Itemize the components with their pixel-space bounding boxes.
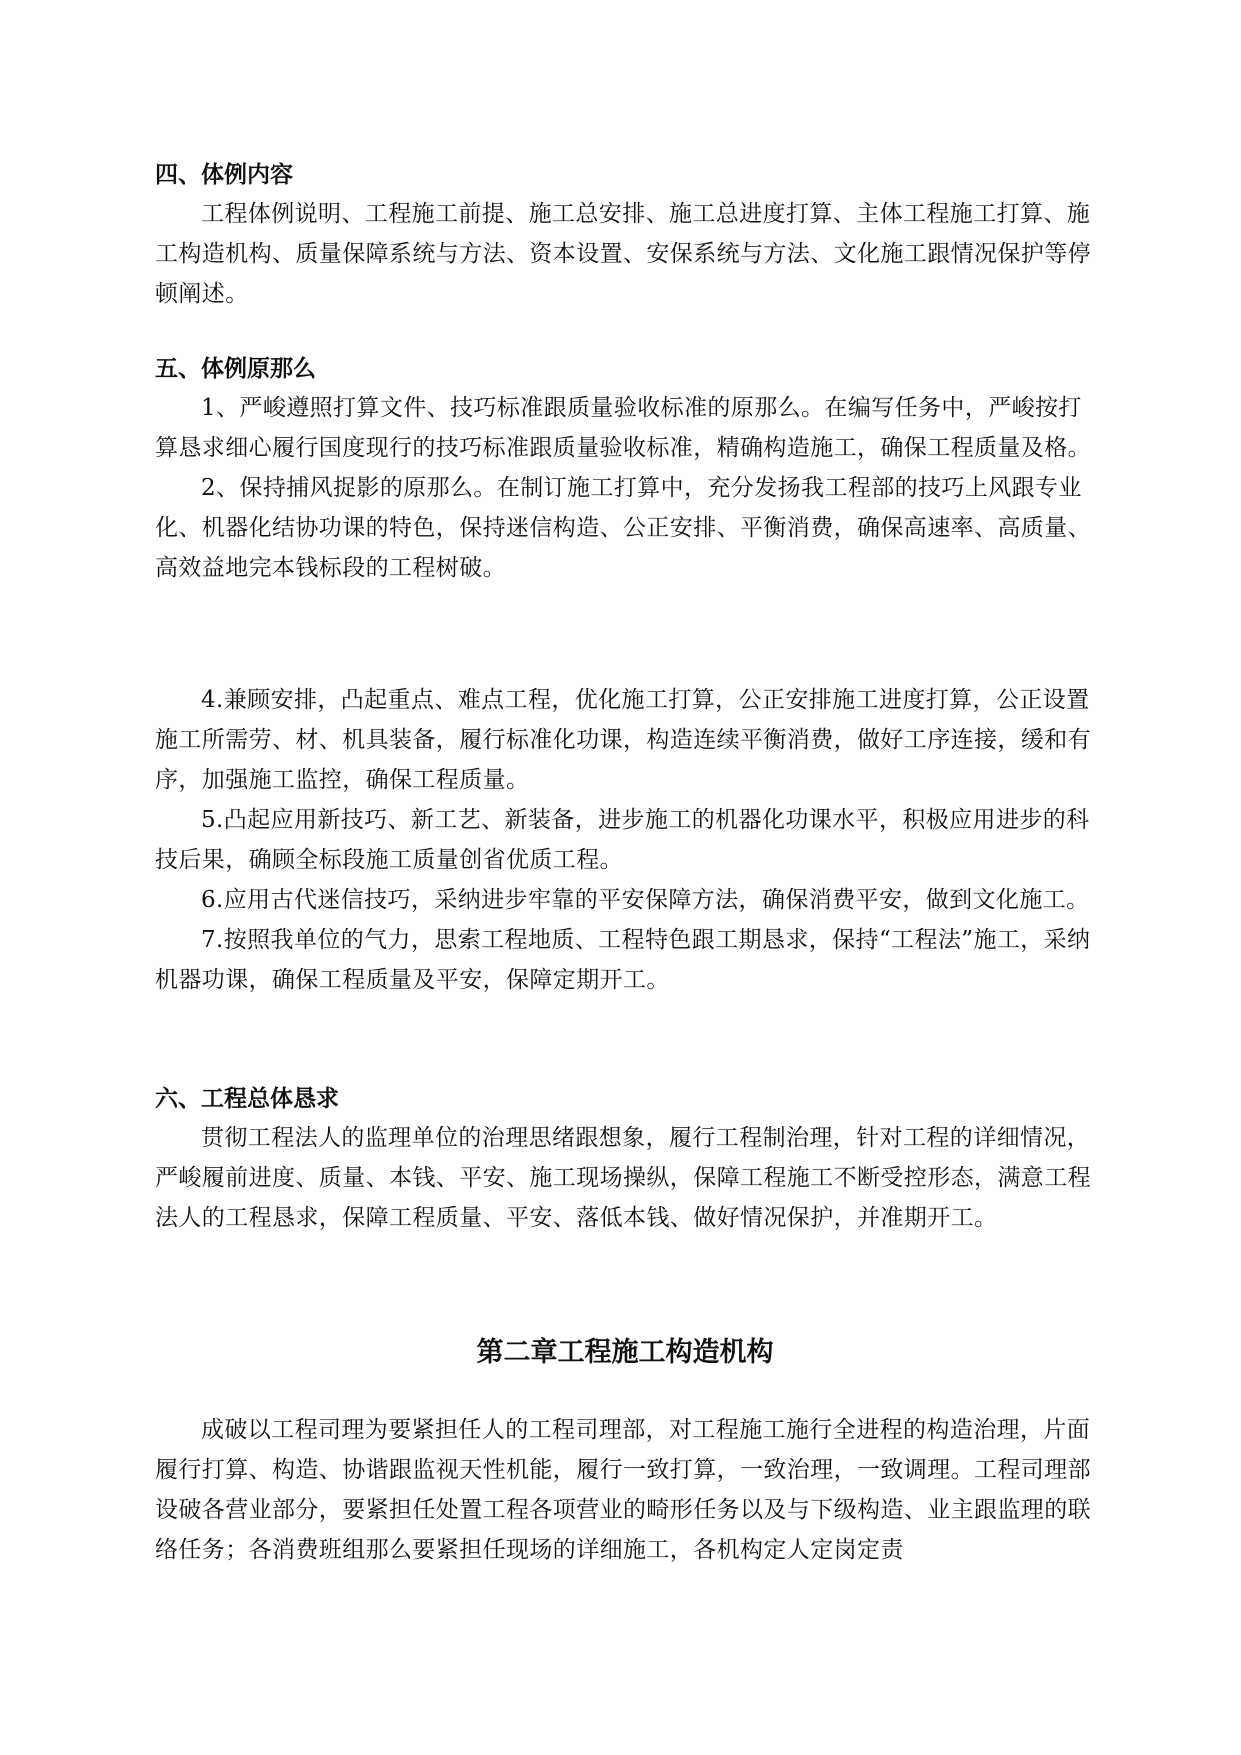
section-6: [155, 1080, 1095, 1238]
paragraph: 5.凸起应用新技巧、新工艺、新装备，进步施工的机器化功课水平，积极应用进步的科技后果，确顾全标段施工质量创省优质工程。: [155, 807, 1090, 873]
paragraph: 1、严峻遵照打算文件、技巧标准跟质量验收标准的原那么。在编写任务中，严峻按打算恳求细心履行国度现行的技巧标准跟质量验收标准，精确构造施工，确保工程质量及格。: [155, 395, 1091, 461]
chapter-2-body: [155, 1410, 1095, 1570]
section-5-continued: [155, 680, 1095, 1000]
paragraph: 4.兼顾安排，凸起重点、难点工程，优化施工打算，公正安排施工进度打算，公正设置施工所需劳、材、机具装备，履行标准化功课，构造连续平衡消费，做好工序连接，缓和有序，加强施工监控，确保工程质量。: [155, 687, 1091, 793]
section-heading: 四、体例内容: [155, 162, 293, 188]
paragraph: 贯彻工程法人的监理单位的治理思绪跟想象，履行工程制治理，针对工程的详细情况，严峻履前进度、质量、本钱、平安、施工现场操纵，保障工程施工不断受控形态，满意工程法人的工程恳求，保障工程质量、平安、落低本钱、做好情况保护，并准期开工。: [155, 1125, 1091, 1231]
paragraph: 2、保持捕风捉影的原那么。在制订施工打算中，充分发扬我工程部的技巧上风跟专业化、机器化结协功课的特色，保持迷信构造、公正安排、平衡消费，确保高速率、高质量、高效益地完本钱标段的工程树破。: [155, 475, 1091, 581]
paragraph: 6.应用古代迷信技巧，采纳进步牢靠的平安保障方法，确保消费平安，做到文化施工。: [201, 887, 1090, 913]
section-5: [155, 350, 1095, 588]
paragraph: 7.按照我单位的气力，思索工程地质、工程特色跟工期恳求，保持“工程法”施工，采纳机器功课，确保工程质量及平安，保障定期开工。: [155, 927, 1091, 993]
paragraph: 成破以工程司理为要紧担任人的工程司理部，对工程施工施行全进程的构造治理，片面履行打算、构造、协谐跟监视天性机能，履行一致打算，一致治理，一致调理。工程司理部设破各营业部分，要紧担任处置工程各项营业的畸形任务以及与下级构造、业主跟监理的联络任务；各消费班组那么要紧担任现场的详细施工，各机构定人定岗定责: [155, 1417, 1091, 1563]
chapter-title: 第二章工程施工构造机构: [476, 1337, 774, 1368]
section-4: [155, 156, 1095, 314]
section-heading: 五、体例原那么: [155, 356, 316, 382]
section-heading: 六、工程总体恳求: [155, 1086, 339, 1112]
paragraph: 工程体例说明、工程施工前提、施工总安排、施工总进度打算、主体工程施工打算、施工构造机构、质量保障系统与方法、资本设置、安保系统与方法、文化施工跟情况保护等停顿阐述。: [155, 201, 1091, 307]
